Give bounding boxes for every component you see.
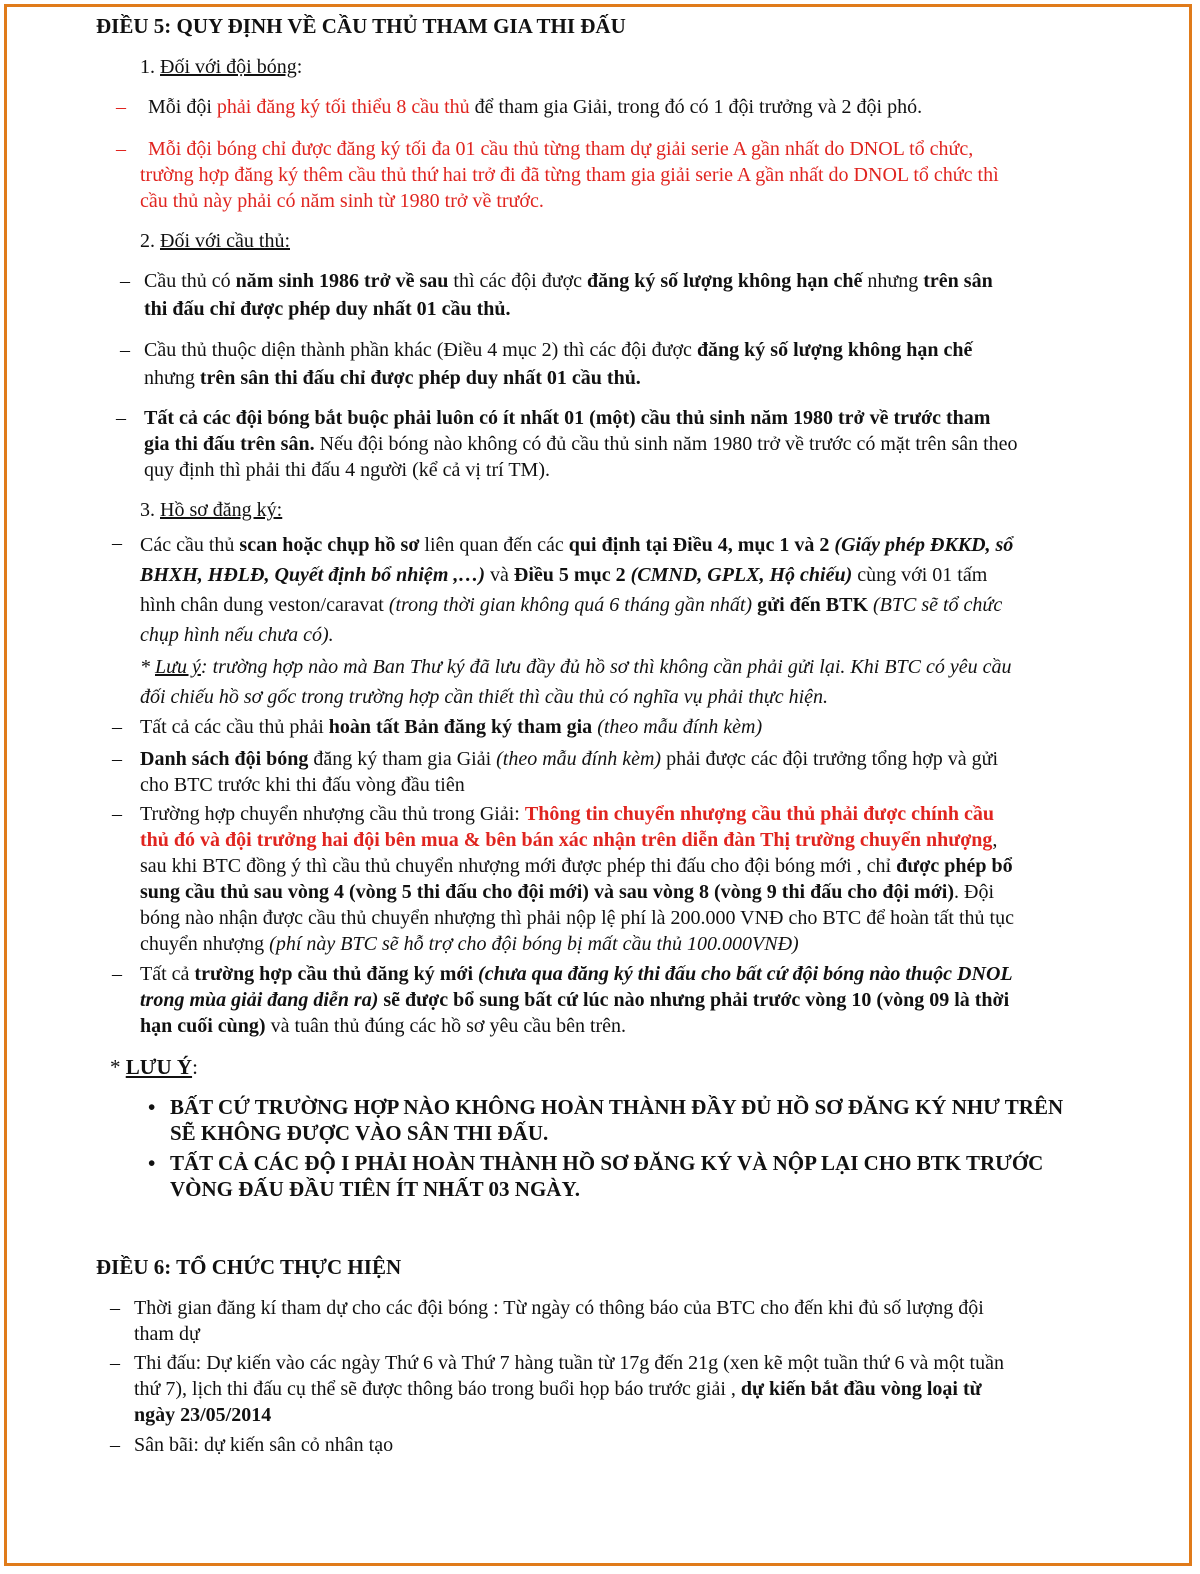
dash-marker: – [110, 1434, 120, 1456]
text: Cầu thủ thuộc diện thành phần khác (Điều 4 mục 2) thì các đội được [144, 339, 697, 361]
text-line: ngày 23/05/2014 [134, 1404, 272, 1426]
text-bold: trường hợp cầu thủ đăng ký mới [194, 963, 474, 985]
dash-marker: – [112, 963, 122, 985]
text: , [992, 829, 998, 851]
text-italic: (theo mẫu đính kèm) [592, 716, 763, 738]
section-number: 3. [140, 499, 155, 521]
text-bold: trên sân thi đấu chỉ được phép duy nhất 01 cầu thủ. [199, 367, 641, 389]
dash-marker: – [110, 1297, 120, 1319]
rule-transfer [140, 801, 1014, 957]
text-bold-red: thủ đó và đội trưởng hai đội bên mua & bên bán xác nhận trên diễn đàn Thị trường chuyển nhượng [140, 829, 993, 851]
text-italic: (theo mẫu đính kèm) [496, 748, 662, 770]
text-bold-italic: (CMND, GPLX, Hộ chiếu) [625, 564, 853, 586]
text: Cầu thủ có [144, 270, 236, 292]
text-bold-italic: BHXH, HĐLĐ, Quyết định bổ nhiệm ,…) [140, 564, 486, 586]
text-line: TẤT CẢ CÁC ĐỘ I PHẢI HOÀN THÀNH HỒ SƠ ĐĂNG KÝ VÀ NỘP LẠI CHO BTK TRƯỚC [170, 1151, 1044, 1175]
text: và tuân thủ đúng các hồ sơ yêu cầu bên trên. [265, 1015, 627, 1037]
text-line: bóng nào nhận được cầu thủ chuyển nhượng thì phải nộp lệ phí là 200.000 VNĐ cho BTC để hoàn tất thủ tục [140, 907, 1014, 929]
text-italic: (phí này BTC sẽ hỗ trợ cho đội bóng bị mất cầu thủ 100.000VNĐ) [269, 933, 799, 955]
note-label: Lưu ý [155, 656, 201, 678]
item-registration-period [134, 1295, 984, 1347]
rule-team-list [140, 746, 998, 798]
text-line: trường hợp đăng ký thêm cầu thủ thứ hai trở đi đã từng tham gia giải serie A gần nhất do DNOL tổ chức thì [140, 164, 999, 186]
text-line: BẤT CỨ TRƯỜNG HỢP NÀO KHÔNG HOÀN THÀNH ĐẦY ĐỦ HỒ SƠ ĐĂNG KÝ NHƯ TRÊN [170, 1095, 1064, 1119]
text-line: đối chiếu hồ sơ gốc trong trường hợp cần thiết thì cầu thủ có nghĩa vụ phải thực hiện. [140, 686, 829, 708]
section-2-heading [140, 228, 290, 254]
rule-born-1986 [144, 268, 993, 322]
section-3-heading [140, 497, 282, 523]
dash-marker: – [116, 138, 126, 160]
text: * [110, 1055, 126, 1079]
dash-marker: – [116, 407, 126, 429]
text-bold: trên sân [923, 270, 993, 292]
text-bold: sẽ được bổ sung bất cứ lúc nào nhưng phải trước vòng 10 (vòng 09 là thời [378, 989, 1010, 1011]
text-bold: qui định tại Điều 4, mục 1 và 2 [568, 534, 830, 556]
text-italic: (BTC sẽ tổ chức [868, 594, 1003, 616]
text: . Đội [954, 881, 994, 903]
text: nhưng [144, 367, 200, 389]
rule-serie-a-limit [140, 136, 999, 214]
text: : [192, 1055, 198, 1079]
text-bold-italic: trong mùa giải đang diễn ra) [140, 989, 379, 1011]
text-bold: gửi đến BTK [752, 594, 868, 616]
text: Các cầu thủ [140, 534, 240, 556]
text: Nếu đội bóng nào không có đủ cầu thủ sinh năm 1980 trở về trước có mặt trên sân theo [314, 433, 1018, 455]
text-bold: dự kiến bắt đầu vòng loại từ [740, 1378, 982, 1400]
dash-marker: – [112, 803, 122, 825]
text-bold: được phép bổ [896, 855, 1013, 877]
rule-documents [140, 530, 1013, 650]
caution-heading [110, 1054, 198, 1080]
dash-marker: – [112, 716, 122, 738]
caution-bullet-1 [148, 1094, 1063, 1146]
bullet-icon: • [148, 1151, 156, 1175]
text-bold-red: Thông tin chuyển nhượng cầu thủ phải được chính cầu [524, 803, 994, 825]
text-line: cho BTC trước khi thi đấu vòng đầu tiên [140, 774, 465, 796]
text: sau khi BTC đồng ý thì cầu thủ chuyển nhượng mới được phép thi đấu cho đội bóng mới , chỉ [140, 855, 897, 877]
text: phải được các đội trưởng tổng hợp và gửi [661, 748, 999, 770]
caution-bullet-2 [148, 1150, 1043, 1202]
text: Trường hợp chuyển nhượng cầu thủ trong Giải: [140, 803, 525, 825]
section-label: Đối với cầu thủ: [160, 230, 290, 252]
text: Tất cả [140, 963, 195, 985]
note-archived [140, 652, 1012, 712]
text-bold: đăng ký số lượng không hạn chế [696, 339, 973, 361]
rule-new-registration [140, 961, 1013, 1039]
text: chuyển nhượng [140, 933, 270, 955]
rule-other-category [144, 337, 972, 391]
section-label: Đối với đội bóng [160, 56, 297, 78]
dash-marker: – [110, 1352, 120, 1374]
text-bold: hạn cuối cùng) [140, 1015, 266, 1037]
section-number: 1. [140, 56, 155, 78]
item-venue [134, 1432, 393, 1458]
dash-marker: – [112, 532, 122, 554]
text-line: Thời gian đăng kí tham dự cho các đội bóng : Từ ngày có thông báo của BTC cho đến khi đủ số lượng đội [134, 1297, 984, 1319]
text-bold: hoàn tất Bản đăng ký tham gia [328, 716, 593, 738]
rule-registration-form [140, 714, 762, 740]
text-line: quy định thì phải thi đấu 4 người (kể cả vị trí TM). [144, 459, 550, 481]
text-bold: scan hoặc chụp hồ sơ [239, 534, 420, 556]
dash-marker: – [112, 748, 122, 770]
text: liên quan đến các [419, 534, 569, 556]
text: * [140, 656, 155, 678]
dash-marker: – [120, 339, 130, 361]
text-bold: Điều 5 mục 2 [513, 564, 626, 586]
text-line: Mỗi đội bóng chỉ được đăng ký tối đa 01 cầu thủ từng tham dự giải serie A gần nhất do DNOL tổ chức, [148, 138, 974, 160]
text-bold: Danh sách đội bóng [140, 748, 309, 770]
text-italic: (trong thời gian không quá 6 tháng gần nhất) [388, 594, 753, 616]
text-line: SẼ KHÔNG ĐƯỢC VÀO SÂN THI ĐẤU. [170, 1121, 549, 1145]
dash-marker: – [120, 270, 130, 292]
text-bold: sung cầu thủ sau vòng 4 (vòng 5 thi đấu cho đội mới) và sau vòng 8 (vòng 9 thi đấu cho đội mới) [140, 881, 954, 903]
article-6-title: ĐIỀU 6: TỔ CHỨC THỰC HIỆN [96, 1255, 402, 1279]
text: Mỗi đội [148, 96, 217, 118]
text-line: tham dự [134, 1323, 200, 1345]
rule-min-players [148, 94, 922, 120]
item-match-schedule [134, 1350, 1004, 1428]
caution-label: LƯU Ý [125, 1055, 193, 1079]
text: để tham gia Giải, trong đó có 1 đội trưởng và 2 đội phó. [469, 96, 923, 118]
rule-born-1980 [144, 405, 1018, 483]
section-label: Hồ sơ đăng ký: [160, 499, 283, 521]
text: hình chân dung veston/caravat [140, 594, 389, 616]
text-line: Thi đấu: Dự kiến vào các ngày Thứ 6 và Thứ 7 hàng tuần từ 17g đến 21g (xen kẽ một tuần thứ 6 và một tuần [134, 1352, 1004, 1374]
text: thứ 7), lịch thi đấu cụ thể sẽ được thông báo trong buổi họp báo trước giải , [134, 1378, 741, 1400]
text-line: thi đấu chỉ được phép duy nhất 01 cầu thủ. [144, 298, 511, 320]
text-bold: gia thi đấu trên sân. [144, 433, 315, 455]
text: và [485, 564, 514, 586]
dash-marker: – [116, 96, 126, 118]
bullet-icon: • [148, 1095, 156, 1119]
text: Tất cả các cầu thủ phải [140, 716, 329, 738]
text-bold-italic: (chưa qua đăng ký thi đấu cho bất cứ đội bóng nào thuộc DNOL [473, 963, 1013, 985]
text-bold-italic: (Giấy phép ĐKKD, sổ [829, 534, 1014, 556]
article-5-title: ĐIỀU 5: QUY ĐỊNH VỀ CẦU THỦ THAM GIA THI ĐẤU [96, 14, 626, 38]
text-line: chụp hình nếu chưa có). [140, 624, 334, 646]
text: đăng ký tham gia Giải [308, 748, 497, 770]
text-bold: năm sinh 1986 trở về sau [235, 270, 449, 292]
text: cùng với 01 tấm [852, 564, 988, 586]
section-number: 2. [140, 230, 155, 252]
text-bold: đăng ký số lượng không hạn chế [587, 270, 863, 292]
text-line: Tất cả các đội bóng bắt buộc phải luôn có ít nhất 01 (một) cầu thủ sinh năm 1980 trở về trước tham [144, 407, 991, 429]
text: thì các đội được [448, 270, 588, 292]
highlight-red: phải đăng ký tối thiểu 8 cầu thủ [216, 96, 470, 118]
text-line: cầu thủ này phải có năm sinh từ 1980 trở về trước. [140, 190, 544, 212]
text: nhưng [862, 270, 924, 292]
text: : trường hợp nào mà Ban Thư ký đã lưu đầy đủ hồ sơ thì không cần phải gửi lại. Khi BTC có yêu cầu [200, 656, 1012, 678]
text-line: Sân bãi: dự kiến sân cỏ nhân tạo [134, 1434, 394, 1456]
section-colon: : [296, 56, 303, 78]
section-1-heading [140, 54, 302, 80]
text-line: VÒNG ĐẤU ĐẦU TIÊN ÍT NHẤT 03 NGÀY. [170, 1177, 580, 1201]
